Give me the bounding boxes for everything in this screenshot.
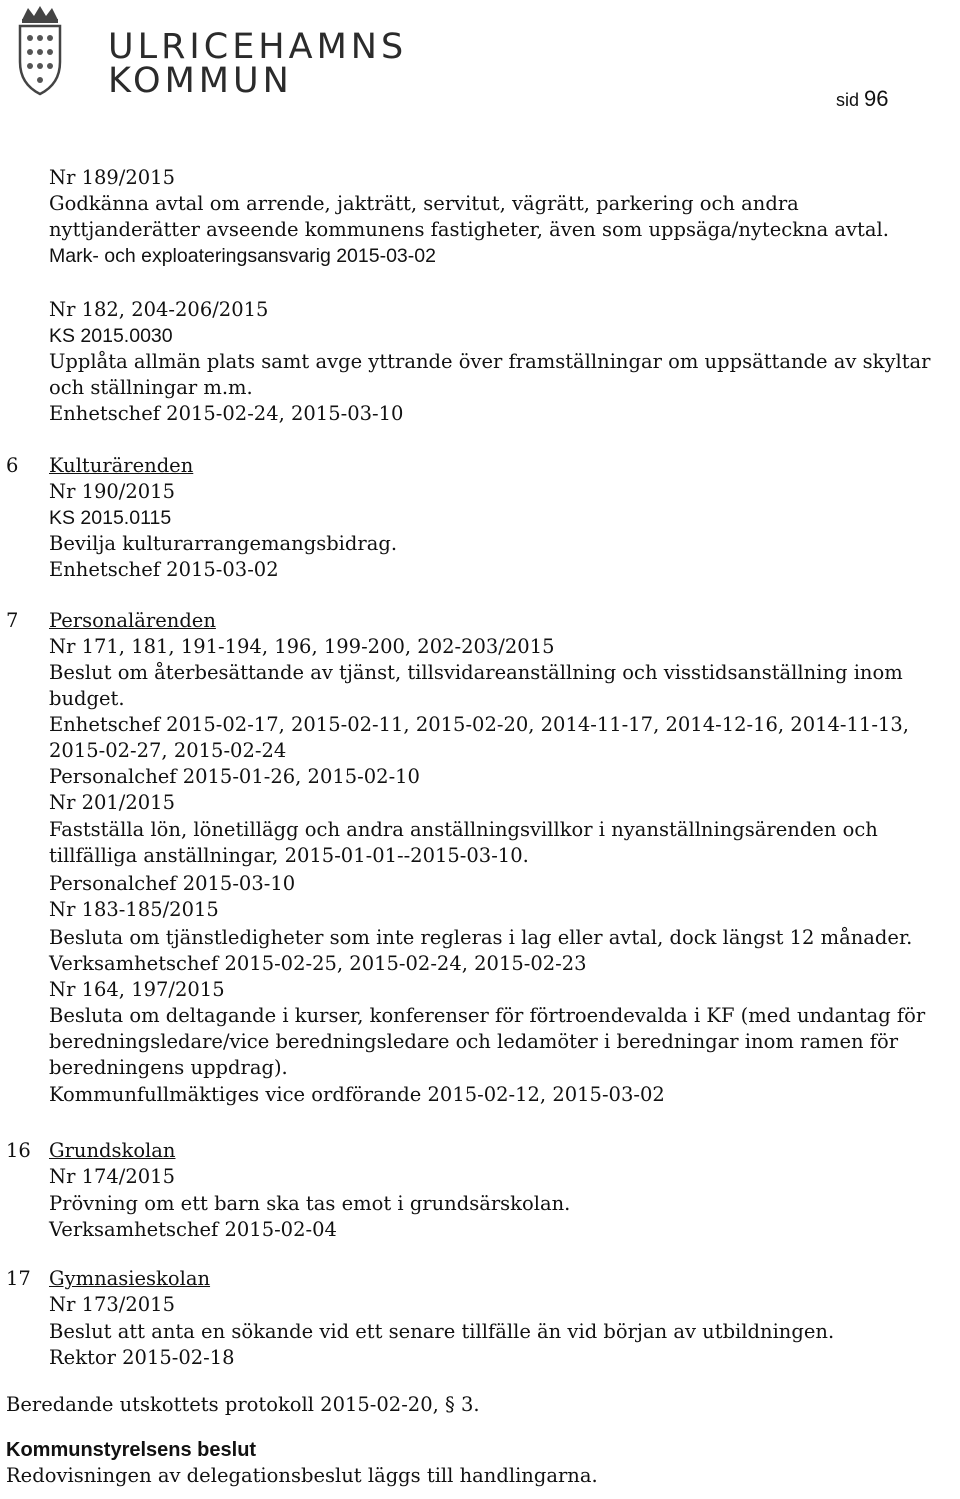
case-number: Nr 201/2015 <box>49 791 175 814</box>
case-number: Nr 174/2015 <box>49 1165 175 1188</box>
case-description: beredningens uppdrag). <box>49 1056 288 1079</box>
case-number: Nr 189/2015 <box>49 166 175 189</box>
case-description: Fastställa lön, lönetillägg och andra anställningsvillkor i nyanställningsärenden och <box>49 818 878 841</box>
case-number: Nr 164, 197/2015 <box>49 978 225 1001</box>
decision-maker: Enhetschef 2015-02-24, 2015-03-10 <box>49 402 404 425</box>
case-description: Godkänna avtal om arrende, jakträtt, servitut, vägrätt, parkering och andra <box>49 192 799 215</box>
section-title: Grundskolan <box>49 1139 176 1162</box>
page-number: sid 96 <box>836 86 889 111</box>
case-number: Nr 171, 181, 191-194, 196, 199-200, 202-203/2015 <box>49 635 555 658</box>
decision-heading: Kommunstyrelsens beslut <box>6 1439 257 1461</box>
decision-maker: Rektor 2015-02-18 <box>49 1346 235 1369</box>
decision-maker: Personalchef 2015-01-26, 2015-02-10 <box>49 765 420 788</box>
decision-maker: Verksamhetschef 2015-02-04 <box>49 1218 337 1241</box>
section-number: 17 <box>6 1267 31 1290</box>
case-number: Nr 190/2015 <box>49 480 175 503</box>
section-title: Gymnasieskolan <box>49 1267 211 1290</box>
diary-number: KS 2015.0030 <box>49 325 173 347</box>
decision-maker: Verksamhetschef 2015-02-25, 2015-02-24, 2015-02-23 <box>49 952 587 975</box>
case-description: nyttjanderätter avseende kommunens fastigheter, även som uppsäga/nyteckna avtal. <box>49 218 889 241</box>
case-number: Nr 183-185/2015 <box>49 898 219 921</box>
case-description: beredningsledare/vice beredningsledare och ledamöter i beredningar inom ramen för <box>49 1030 899 1053</box>
case-description: Bevilja kulturarrangemangsbidrag. <box>49 532 398 555</box>
decision-maker: 2015-02-27, 2015-02-24 <box>49 739 287 762</box>
section-title: Kulturärenden <box>49 454 194 477</box>
section-number: 6 <box>6 454 19 477</box>
case-description: tillfälliga anställningar, 2015-01-01--2015-03-10. <box>49 844 529 867</box>
case-number: Nr 173/2015 <box>49 1293 175 1316</box>
diary-number: KS 2015.0115 <box>49 507 172 529</box>
section-number: 7 <box>6 609 19 632</box>
section-title: Personalärenden <box>49 609 216 632</box>
case-description: Prövning om ett barn ska tas emot i grundsärskolan. <box>49 1192 571 1215</box>
decision-maker: Enhetschef 2015-02-17, 2015-02-11, 2015-02-20, 2014-11-17, 2014-12-16, 2014-11-13, <box>49 713 909 736</box>
municipality-name: ULRICEHAMNS KOMMUN <box>108 27 408 101</box>
case-number: Nr 182, 204-206/2015 <box>49 298 269 321</box>
case-description: Besluta om tjänstledigheter som inte regleras i lag eller avtal, dock längst 12 månader. <box>49 926 913 949</box>
decision-maker: Kommunfullmäktiges vice ordförande 2015-02-12, 2015-03-02 <box>49 1083 665 1106</box>
crown-icon <box>22 6 58 23</box>
decision-maker: Personalchef 2015-03-10 <box>49 872 296 895</box>
section-number: 16 <box>6 1139 31 1162</box>
case-description: Besluta om deltagande i kurser, konferenser för förtroendevalda i KF (med undantag för <box>49 1004 926 1027</box>
decision-text: Redovisningen av delegationsbeslut läggs till handlingarna. <box>6 1464 598 1487</box>
cross-pattern-icon <box>27 35 53 83</box>
protocol-reference: Beredande utskottets protokoll 2015-02-20, § 3. <box>6 1393 480 1416</box>
case-description: budget. <box>49 687 125 710</box>
decision-maker: Enhetschef 2015-03-02 <box>49 558 279 581</box>
case-description: Upplåta allmän plats samt avge yttrande över framställningar om uppsättande av skyltar <box>49 350 931 373</box>
case-description: Beslut om återbesättande av tjänst, tillsvidareanställning och visstidsanställning inom <box>49 661 903 684</box>
case-description: och ställningar m.m. <box>49 376 253 399</box>
decision-maker: Mark- och exploateringsansvarig 2015-03-02 <box>49 245 436 267</box>
case-description: Beslut att anta en sökande vid ett senare tillfälle än vid början av utbildningen. <box>49 1320 835 1343</box>
